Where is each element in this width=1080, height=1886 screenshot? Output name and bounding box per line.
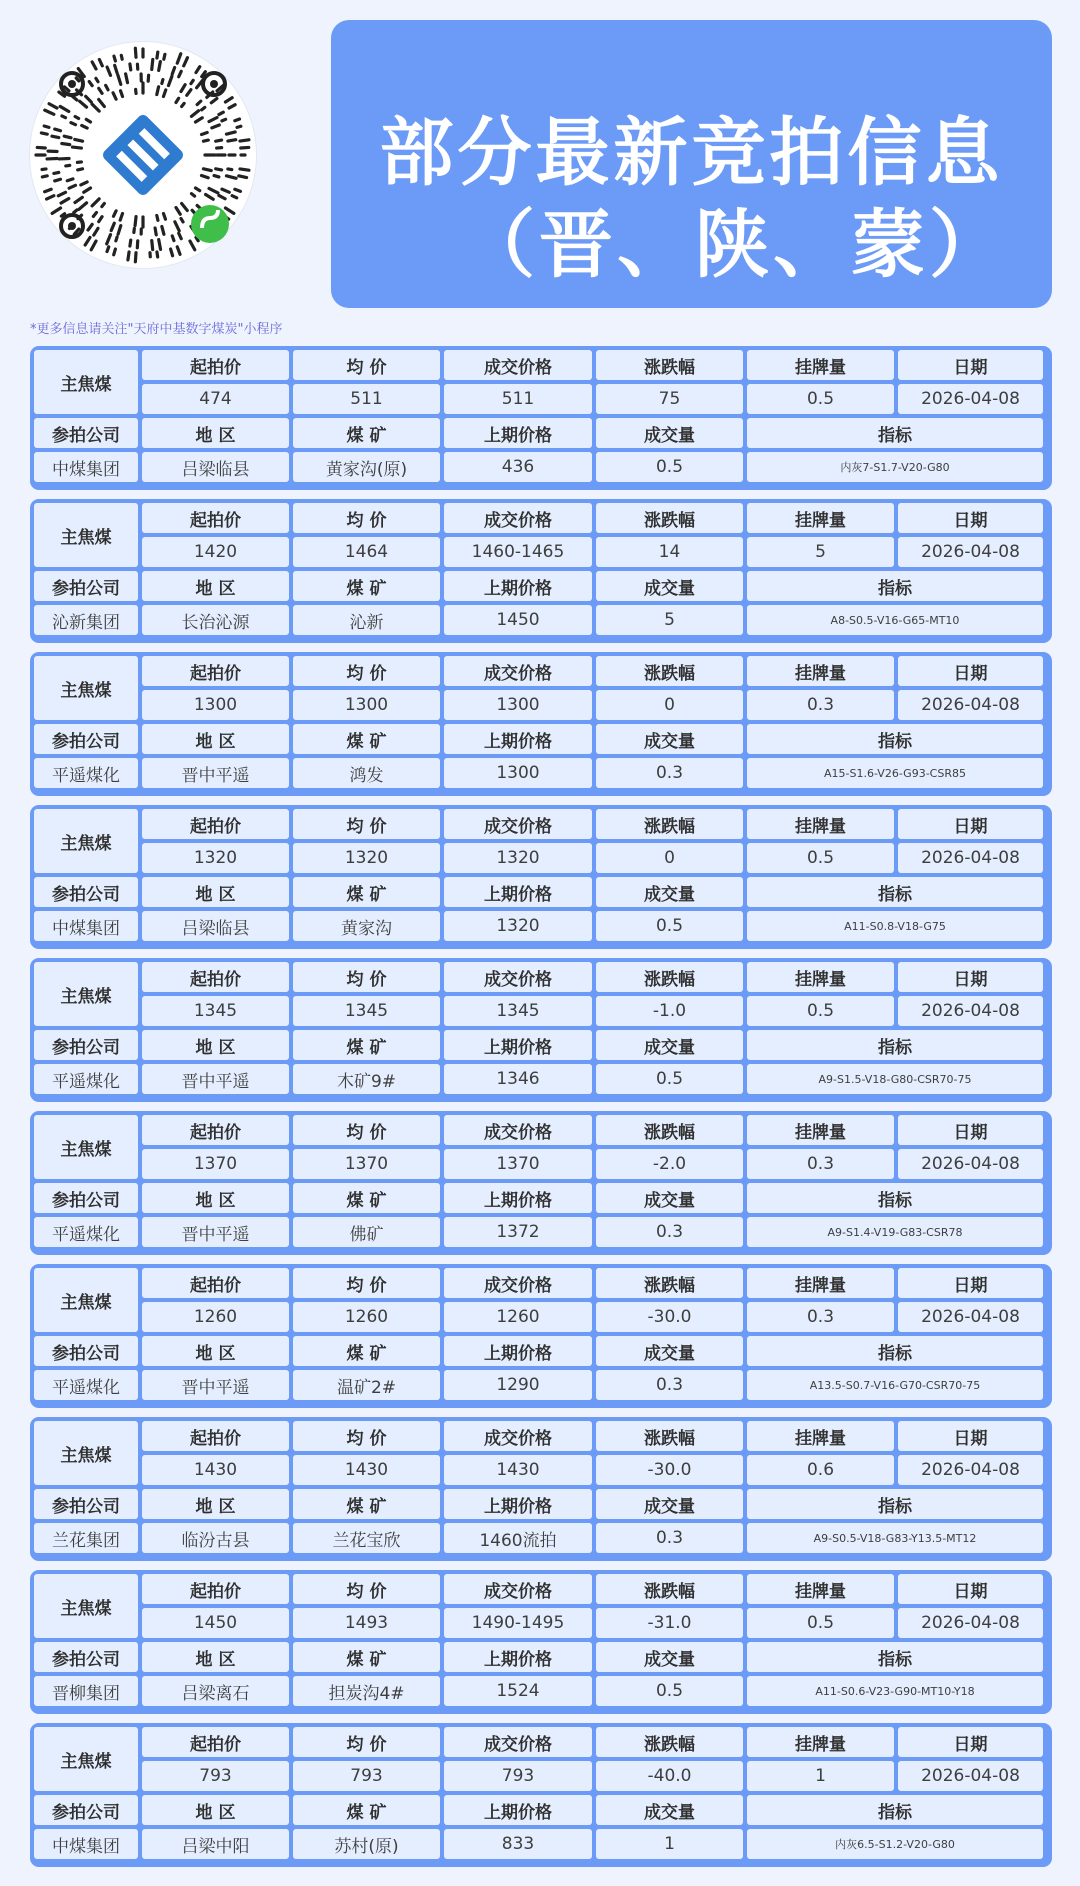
coal-type-label: 主焦煤 xyxy=(34,656,138,720)
region-value: 吕梁中阳 xyxy=(142,1829,289,1859)
coal-type-label: 主焦煤 xyxy=(34,350,138,414)
region-header: 地 区 xyxy=(142,877,289,907)
banner-subtitle: （晋、陕、蒙） xyxy=(461,202,1007,288)
date-value: 2026-04-08 xyxy=(898,690,1043,720)
avg-value: 1464 xyxy=(293,537,440,567)
region-value: 长治沁源 xyxy=(142,605,289,635)
change-header: 涨跌幅 xyxy=(596,809,743,839)
spec-value: A13.5-S0.7-V16-G70-CSR70-75 xyxy=(747,1370,1043,1400)
coal-type-label: 主焦煤 xyxy=(34,503,138,567)
volume-header: 成交量 xyxy=(596,418,743,448)
listed-value: 0.5 xyxy=(747,843,894,873)
spec-header: 指标 xyxy=(747,724,1043,754)
spec-value: A11-S0.6-V23-G90-MT10-Y18 xyxy=(747,1676,1043,1706)
deal-value: 1460-1465 xyxy=(444,537,592,567)
coal-type-label: 主焦煤 xyxy=(34,962,138,1026)
company-header: 参拍公司 xyxy=(34,1489,138,1519)
volume-value: 0.3 xyxy=(596,1217,743,1247)
start-price-header: 起拍价 xyxy=(142,350,289,380)
deal-price-header: 成交价格 xyxy=(444,1574,592,1604)
change-header: 涨跌幅 xyxy=(596,1727,743,1757)
listed-header: 挂牌量 xyxy=(747,503,894,533)
spec-value: A9-S0.5-V18-G83-Y13.5-MT12 xyxy=(747,1523,1043,1553)
listed-value: 0.3 xyxy=(747,1149,894,1179)
change-value: -30.0 xyxy=(596,1455,743,1485)
mine-header: 煤 矿 xyxy=(293,1642,440,1672)
deal-price-header: 成交价格 xyxy=(444,350,592,380)
coal-type-label: 主焦煤 xyxy=(34,1727,138,1791)
mine-header: 煤 矿 xyxy=(293,1183,440,1213)
change-value: 14 xyxy=(596,537,743,567)
deal-value: 1430 xyxy=(444,1455,592,1485)
avg-price-header: 均 价 xyxy=(293,809,440,839)
avg-price-header: 均 价 xyxy=(293,1727,440,1757)
avg-value: 1320 xyxy=(293,843,440,873)
prev-value: 1460流拍 xyxy=(444,1523,592,1553)
deal-price-header: 成交价格 xyxy=(444,962,592,992)
coal-type-label: 主焦煤 xyxy=(34,809,138,873)
date-header: 日期 xyxy=(898,350,1043,380)
start-value: 1370 xyxy=(142,1149,289,1179)
company-value: 中煤集团 xyxy=(34,911,138,941)
deal-value: 1345 xyxy=(444,996,592,1026)
wechat-mini-program-icon xyxy=(191,205,229,243)
start-price-header: 起拍价 xyxy=(142,1421,289,1451)
spec-header: 指标 xyxy=(747,877,1043,907)
date-value: 2026-04-08 xyxy=(898,1608,1043,1638)
change-value: -2.0 xyxy=(596,1149,743,1179)
listed-header: 挂牌量 xyxy=(747,1421,894,1451)
start-value: 474 xyxy=(142,384,289,414)
listed-value: 0.5 xyxy=(747,996,894,1026)
title-banner xyxy=(331,20,1052,308)
coal-type-label: 主焦煤 xyxy=(34,1421,138,1485)
date-header: 日期 xyxy=(898,1421,1043,1451)
listed-header: 挂牌量 xyxy=(747,962,894,992)
company-value: 平遥煤化 xyxy=(34,758,138,788)
spec-value: A15-S1.6-V26-G93-CSR85 xyxy=(747,758,1043,788)
auction-card xyxy=(30,1570,1052,1714)
spec-header: 指标 xyxy=(747,1030,1043,1060)
region-value: 晋中平遥 xyxy=(142,758,289,788)
mine-value: 兰花宝欣 xyxy=(293,1523,440,1553)
prev-value: 1300 xyxy=(444,758,592,788)
volume-header: 成交量 xyxy=(596,877,743,907)
date-value: 2026-04-08 xyxy=(898,1149,1043,1179)
banner-title: 部分最新竞拍信息 xyxy=(379,110,1004,196)
company-header: 参拍公司 xyxy=(34,571,138,601)
spec-header: 指标 xyxy=(747,418,1043,448)
avg-value: 1370 xyxy=(293,1149,440,1179)
change-header: 涨跌幅 xyxy=(596,1574,743,1604)
listed-value: 1 xyxy=(747,1761,894,1791)
mine-header: 煤 矿 xyxy=(293,418,440,448)
deal-price-header: 成交价格 xyxy=(444,1268,592,1298)
change-value: 75 xyxy=(596,384,743,414)
region-value: 吕梁离石 xyxy=(142,1676,289,1706)
start-value: 1260 xyxy=(142,1302,289,1332)
change-value: -1.0 xyxy=(596,996,743,1026)
spec-value: A9-S1.5-V18-G80-CSR70-75 xyxy=(747,1064,1043,1094)
avg-price-header: 均 价 xyxy=(293,1115,440,1145)
deal-value: 1260 xyxy=(444,1302,592,1332)
mine-value: 鸿发 xyxy=(293,758,440,788)
volume-value: 0.3 xyxy=(596,1523,743,1553)
qr-code-icon xyxy=(30,42,256,268)
change-header: 涨跌幅 xyxy=(596,1421,743,1451)
region-value: 晋中平遥 xyxy=(142,1064,289,1094)
company-header: 参拍公司 xyxy=(34,1642,138,1672)
auction-card xyxy=(30,499,1052,643)
mine-value: 佛矿 xyxy=(293,1217,440,1247)
prev-value: 1290 xyxy=(444,1370,592,1400)
coal-type-label: 主焦煤 xyxy=(34,1574,138,1638)
deal-price-header: 成交价格 xyxy=(444,656,592,686)
date-header: 日期 xyxy=(898,656,1043,686)
deal-price-header: 成交价格 xyxy=(444,1421,592,1451)
date-value: 2026-04-08 xyxy=(898,1761,1043,1791)
avg-value: 1430 xyxy=(293,1455,440,1485)
date-header: 日期 xyxy=(898,1268,1043,1298)
coal-type-label: 主焦煤 xyxy=(34,1115,138,1179)
auction-card xyxy=(30,1111,1052,1255)
region-header: 地 区 xyxy=(142,1030,289,1060)
date-header: 日期 xyxy=(898,1727,1043,1757)
prev-value: 1346 xyxy=(444,1064,592,1094)
avg-value: 793 xyxy=(293,1761,440,1791)
auction-card xyxy=(30,1723,1052,1867)
company-value: 晋柳集团 xyxy=(34,1676,138,1706)
avg-price-header: 均 价 xyxy=(293,656,440,686)
date-value: 2026-04-08 xyxy=(898,843,1043,873)
spec-value: 内灰6.5-S1.2-V20-G80 xyxy=(747,1829,1043,1859)
prev-price-header: 上期价格 xyxy=(444,724,592,754)
company-header: 参拍公司 xyxy=(34,1183,138,1213)
auction-card xyxy=(30,1417,1052,1561)
start-value: 1450 xyxy=(142,1608,289,1638)
listed-value: 0.3 xyxy=(747,1302,894,1332)
deal-value: 1300 xyxy=(444,690,592,720)
date-header: 日期 xyxy=(898,809,1043,839)
date-header: 日期 xyxy=(898,1574,1043,1604)
prev-price-header: 上期价格 xyxy=(444,1336,592,1366)
avg-value: 1493 xyxy=(293,1608,440,1638)
auction-card xyxy=(30,958,1052,1102)
change-value: 0 xyxy=(596,690,743,720)
listed-header: 挂牌量 xyxy=(747,1268,894,1298)
volume-header: 成交量 xyxy=(596,1183,743,1213)
start-price-header: 起拍价 xyxy=(142,962,289,992)
spec-header: 指标 xyxy=(747,571,1043,601)
prev-value: 1372 xyxy=(444,1217,592,1247)
start-price-header: 起拍价 xyxy=(142,1727,289,1757)
company-value: 平遥煤化 xyxy=(34,1064,138,1094)
date-value: 2026-04-08 xyxy=(898,1302,1043,1332)
volume-value: 0.5 xyxy=(596,452,743,482)
deal-value: 1370 xyxy=(444,1149,592,1179)
deal-price-header: 成交价格 xyxy=(444,1727,592,1757)
prev-price-header: 上期价格 xyxy=(444,1030,592,1060)
company-header: 参拍公司 xyxy=(34,418,138,448)
avg-price-header: 均 价 xyxy=(293,350,440,380)
auction-card xyxy=(30,652,1052,796)
region-header: 地 区 xyxy=(142,418,289,448)
volume-header: 成交量 xyxy=(596,1489,743,1519)
avg-price-header: 均 价 xyxy=(293,1574,440,1604)
listed-header: 挂牌量 xyxy=(747,1115,894,1145)
avg-price-header: 均 价 xyxy=(293,962,440,992)
start-price-header: 起拍价 xyxy=(142,809,289,839)
spec-header: 指标 xyxy=(747,1795,1043,1825)
mine-value: 苏村(原) xyxy=(293,1829,440,1859)
deal-value: 511 xyxy=(444,384,592,414)
company-header: 参拍公司 xyxy=(34,1795,138,1825)
change-header: 涨跌幅 xyxy=(596,656,743,686)
company-header: 参拍公司 xyxy=(34,1336,138,1366)
volume-value: 0.3 xyxy=(596,758,743,788)
prev-price-header: 上期价格 xyxy=(444,1183,592,1213)
company-value: 中煤集团 xyxy=(34,1829,138,1859)
start-price-header: 起拍价 xyxy=(142,656,289,686)
region-header: 地 区 xyxy=(142,1489,289,1519)
spec-value: A9-S1.4-V19-G83-CSR78 xyxy=(747,1217,1043,1247)
mini-program-qr-code[interactable] xyxy=(30,42,256,268)
date-value: 2026-04-08 xyxy=(898,537,1043,567)
date-header: 日期 xyxy=(898,962,1043,992)
listed-header: 挂牌量 xyxy=(747,656,894,686)
volume-value: 0.5 xyxy=(596,1676,743,1706)
change-header: 涨跌幅 xyxy=(596,350,743,380)
avg-price-header: 均 价 xyxy=(293,503,440,533)
company-value: 兰花集团 xyxy=(34,1523,138,1553)
start-value: 1345 xyxy=(142,996,289,1026)
avg-value: 1300 xyxy=(293,690,440,720)
deal-price-header: 成交价格 xyxy=(444,1115,592,1145)
company-header: 参拍公司 xyxy=(34,724,138,754)
mine-value: 黄家沟(原) xyxy=(293,452,440,482)
region-header: 地 区 xyxy=(142,1795,289,1825)
date-value: 2026-04-08 xyxy=(898,1455,1043,1485)
prev-value: 1450 xyxy=(444,605,592,635)
avg-price-header: 均 价 xyxy=(293,1421,440,1451)
volume-header: 成交量 xyxy=(596,1336,743,1366)
spec-value: 内灰7-S1.7-V20-G80 xyxy=(747,452,1043,482)
volume-value: 1 xyxy=(596,1829,743,1859)
listed-header: 挂牌量 xyxy=(747,1727,894,1757)
date-value: 2026-04-08 xyxy=(898,384,1043,414)
prev-price-header: 上期价格 xyxy=(444,877,592,907)
spec-header: 指标 xyxy=(747,1642,1043,1672)
auction-list xyxy=(30,346,1052,1876)
volume-header: 成交量 xyxy=(596,571,743,601)
date-header: 日期 xyxy=(898,1115,1043,1145)
listed-header: 挂牌量 xyxy=(747,1574,894,1604)
region-header: 地 区 xyxy=(142,1183,289,1213)
start-price-header: 起拍价 xyxy=(142,503,289,533)
volume-value: 0.5 xyxy=(596,1064,743,1094)
start-value: 1420 xyxy=(142,537,289,567)
listed-value: 0.5 xyxy=(747,1608,894,1638)
prev-value: 833 xyxy=(444,1829,592,1859)
region-value: 吕梁临县 xyxy=(142,911,289,941)
region-value: 晋中平遥 xyxy=(142,1217,289,1247)
prev-value: 436 xyxy=(444,452,592,482)
spec-value: A8-S0.5-V16-G65-MT10 xyxy=(747,605,1043,635)
region-header: 地 区 xyxy=(142,1336,289,1366)
start-price-header: 起拍价 xyxy=(142,1268,289,1298)
deal-price-header: 成交价格 xyxy=(444,503,592,533)
change-header: 涨跌幅 xyxy=(596,503,743,533)
start-value: 1430 xyxy=(142,1455,289,1485)
date-value: 2026-04-08 xyxy=(898,996,1043,1026)
follow-note: *更多信息请关注"天府中基数字煤炭"小程序 xyxy=(30,322,283,337)
spec-header: 指标 xyxy=(747,1336,1043,1366)
volume-value: 5 xyxy=(596,605,743,635)
mine-value: 沁新 xyxy=(293,605,440,635)
mine-value: 担炭沟4# xyxy=(293,1676,440,1706)
prev-price-header: 上期价格 xyxy=(444,418,592,448)
mine-header: 煤 矿 xyxy=(293,1489,440,1519)
auction-card xyxy=(30,805,1052,949)
deal-value: 1490-1495 xyxy=(444,1608,592,1638)
region-header: 地 区 xyxy=(142,1642,289,1672)
region-header: 地 区 xyxy=(142,571,289,601)
change-header: 涨跌幅 xyxy=(596,1115,743,1145)
auction-card xyxy=(30,1264,1052,1408)
company-value: 平遥煤化 xyxy=(34,1217,138,1247)
company-value: 沁新集团 xyxy=(34,605,138,635)
change-value: -31.0 xyxy=(596,1608,743,1638)
region-header: 地 区 xyxy=(142,724,289,754)
company-value: 中煤集团 xyxy=(34,452,138,482)
listed-value: 0.3 xyxy=(747,690,894,720)
region-value: 晋中平遥 xyxy=(142,1370,289,1400)
company-value: 平遥煤化 xyxy=(34,1370,138,1400)
volume-header: 成交量 xyxy=(596,1642,743,1672)
change-value: 0 xyxy=(596,843,743,873)
volume-header: 成交量 xyxy=(596,1030,743,1060)
mine-header: 煤 矿 xyxy=(293,1795,440,1825)
mine-value: 温矿2# xyxy=(293,1370,440,1400)
mine-header: 煤 矿 xyxy=(293,1336,440,1366)
mine-value: 黄家沟 xyxy=(293,911,440,941)
avg-value: 511 xyxy=(293,384,440,414)
region-value: 吕梁临县 xyxy=(142,452,289,482)
auction-card xyxy=(30,346,1052,490)
coal-type-label: 主焦煤 xyxy=(34,1268,138,1332)
volume-value: 0.5 xyxy=(596,911,743,941)
listed-value: 0.5 xyxy=(747,384,894,414)
prev-value: 1320 xyxy=(444,911,592,941)
start-price-header: 起拍价 xyxy=(142,1574,289,1604)
listed-header: 挂牌量 xyxy=(747,809,894,839)
prev-value: 1524 xyxy=(444,1676,592,1706)
prev-price-header: 上期价格 xyxy=(444,1489,592,1519)
volume-header: 成交量 xyxy=(596,1795,743,1825)
listed-value: 5 xyxy=(747,537,894,567)
company-header: 参拍公司 xyxy=(34,1030,138,1060)
mine-header: 煤 矿 xyxy=(293,1030,440,1060)
listed-value: 0.6 xyxy=(747,1455,894,1485)
start-price-header: 起拍价 xyxy=(142,1115,289,1145)
mine-header: 煤 矿 xyxy=(293,571,440,601)
spec-value: A11-S0.8-V18-G75 xyxy=(747,911,1043,941)
mine-value: 木矿9# xyxy=(293,1064,440,1094)
start-value: 793 xyxy=(142,1761,289,1791)
volume-header: 成交量 xyxy=(596,724,743,754)
volume-value: 0.3 xyxy=(596,1370,743,1400)
mine-header: 煤 矿 xyxy=(293,724,440,754)
date-header: 日期 xyxy=(898,503,1043,533)
change-value: -30.0 xyxy=(596,1302,743,1332)
start-value: 1320 xyxy=(142,843,289,873)
listed-header: 挂牌量 xyxy=(747,350,894,380)
avg-value: 1345 xyxy=(293,996,440,1026)
prev-price-header: 上期价格 xyxy=(444,1795,592,1825)
change-header: 涨跌幅 xyxy=(596,962,743,992)
prev-price-header: 上期价格 xyxy=(444,1642,592,1672)
mine-header: 煤 矿 xyxy=(293,877,440,907)
change-header: 涨跌幅 xyxy=(596,1268,743,1298)
deal-price-header: 成交价格 xyxy=(444,809,592,839)
region-value: 临汾古县 xyxy=(142,1523,289,1553)
avg-value: 1260 xyxy=(293,1302,440,1332)
change-value: -40.0 xyxy=(596,1761,743,1791)
deal-value: 793 xyxy=(444,1761,592,1791)
avg-price-header: 均 价 xyxy=(293,1268,440,1298)
spec-header: 指标 xyxy=(747,1489,1043,1519)
prev-price-header: 上期价格 xyxy=(444,571,592,601)
start-value: 1300 xyxy=(142,690,289,720)
company-header: 参拍公司 xyxy=(34,877,138,907)
spec-header: 指标 xyxy=(747,1183,1043,1213)
deal-value: 1320 xyxy=(444,843,592,873)
